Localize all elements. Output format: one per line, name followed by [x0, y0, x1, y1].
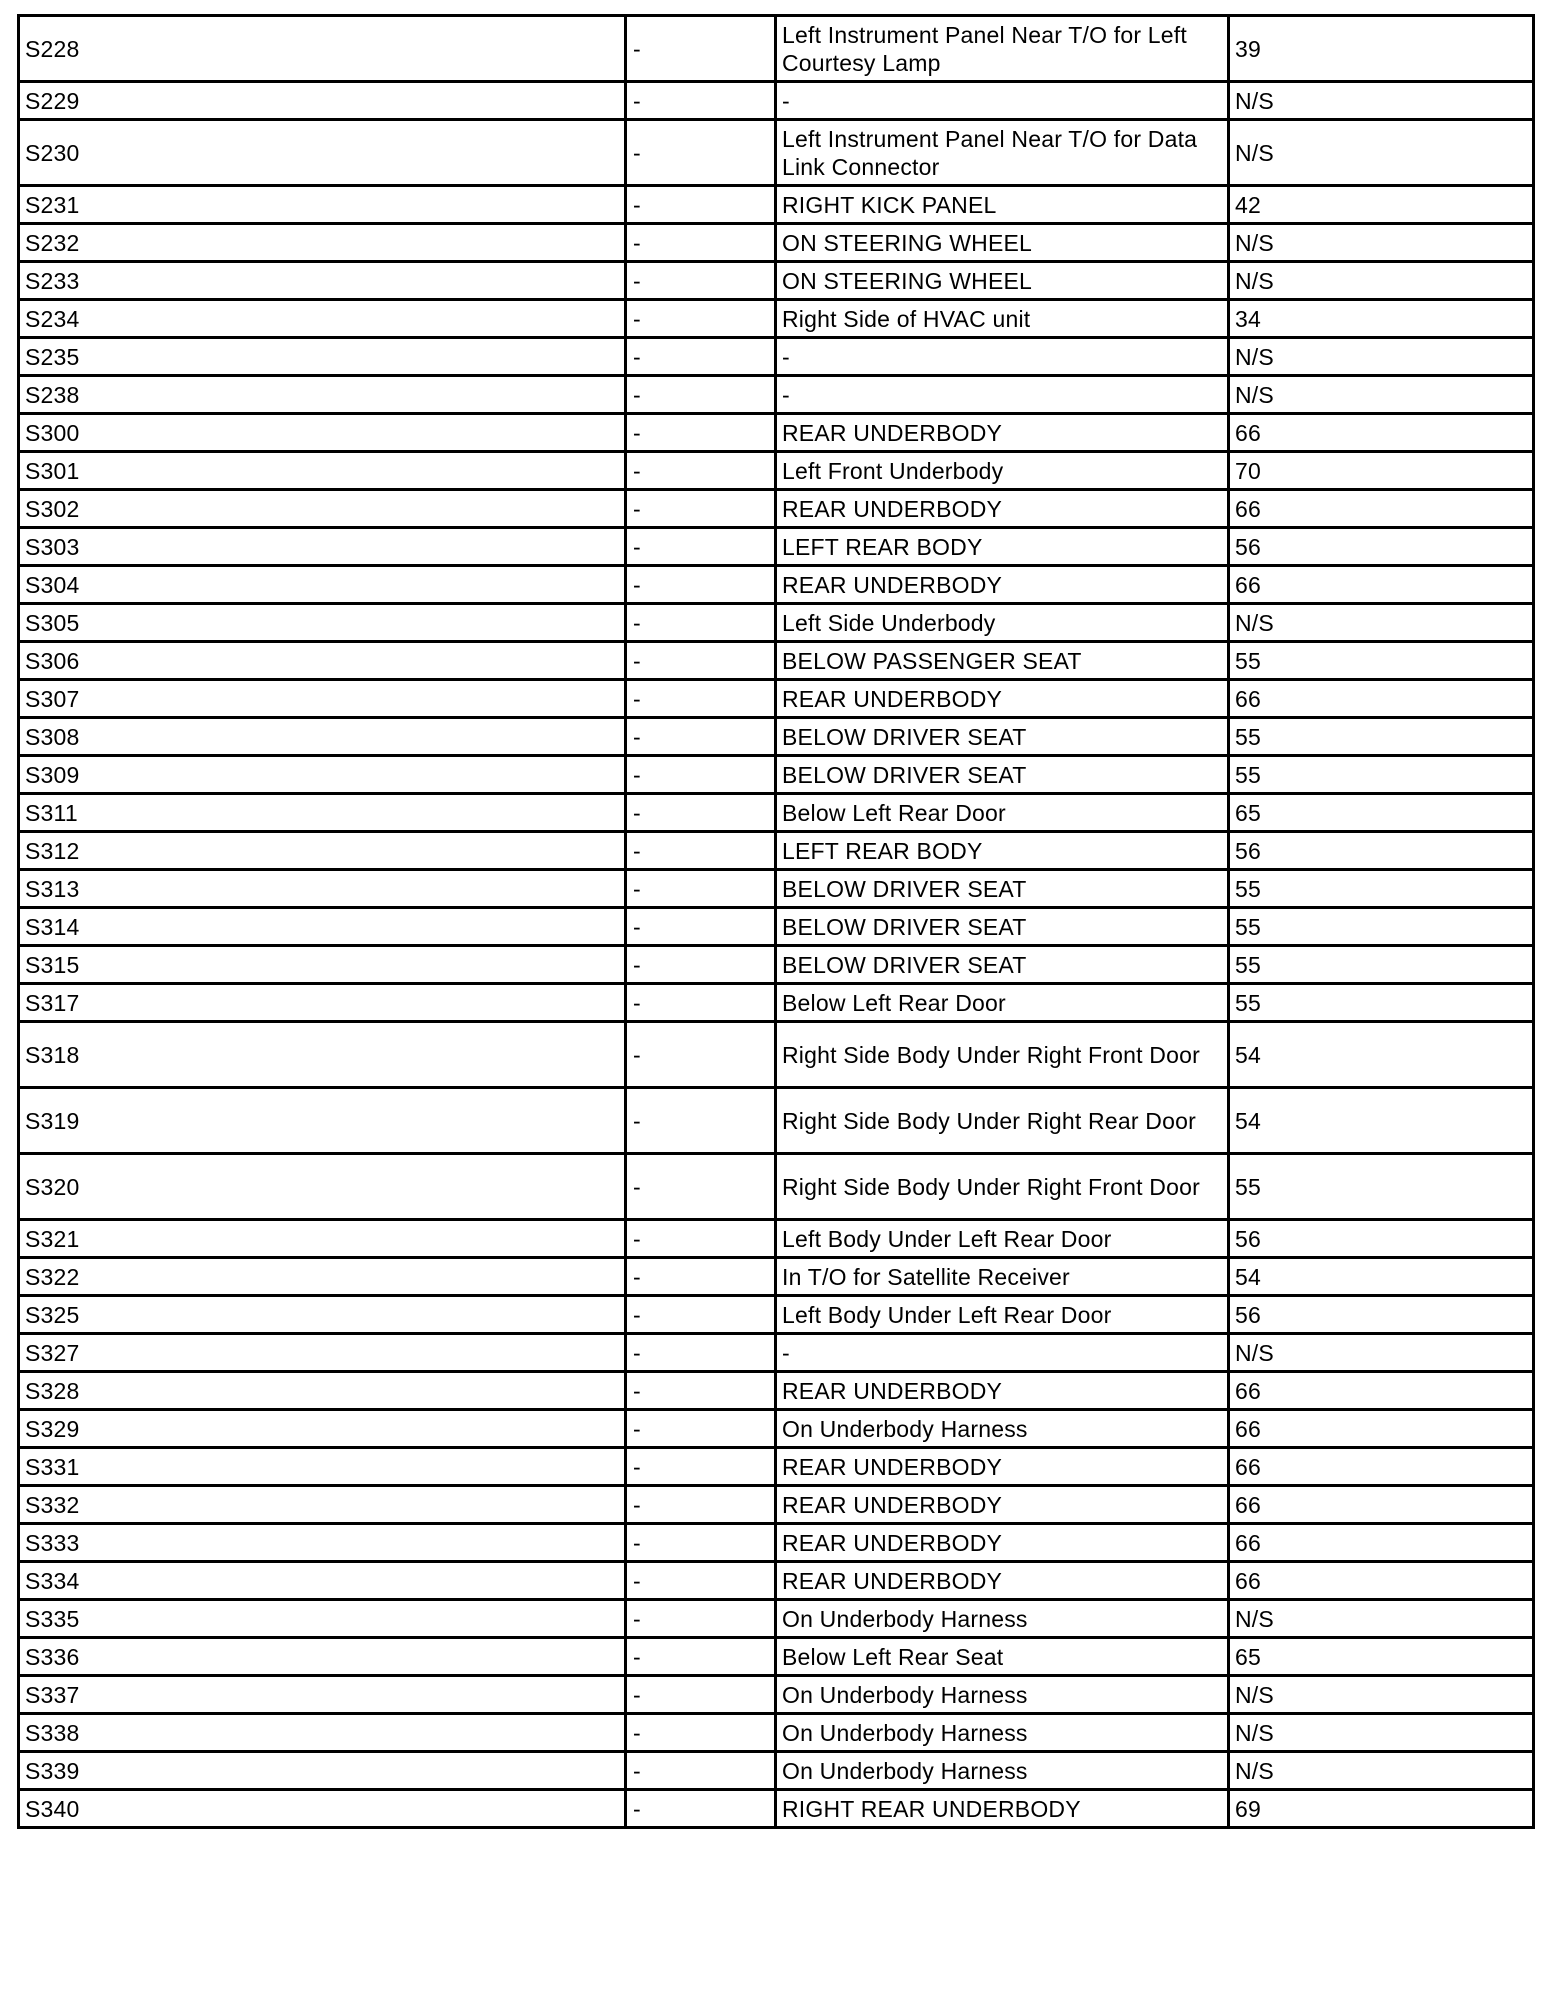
dash-cell: -	[626, 300, 776, 338]
location-cell: REAR UNDERBODY	[776, 1562, 1229, 1600]
dash-cell: -	[626, 718, 776, 756]
splice-id-cell: S301	[19, 452, 626, 490]
location-cell: Left Side Underbody	[776, 604, 1229, 642]
location-cell: REAR UNDERBODY	[776, 414, 1229, 452]
table-row	[19, 1790, 1534, 1828]
table-row	[19, 908, 1534, 946]
reference-cell: N/S	[1229, 1676, 1534, 1714]
splice-id-cell: S308	[19, 718, 626, 756]
dash-cell: -	[626, 414, 776, 452]
dash-cell: -	[626, 528, 776, 566]
table-row	[19, 1022, 1534, 1088]
reference-cell: 66	[1229, 566, 1534, 604]
dash-cell: -	[626, 1088, 776, 1154]
splice-id-cell: S300	[19, 414, 626, 452]
table-row	[19, 984, 1534, 1022]
reference-cell: 55	[1229, 718, 1534, 756]
dash-cell: -	[626, 1486, 776, 1524]
reference-cell: 56	[1229, 1296, 1534, 1334]
reference-cell: 66	[1229, 414, 1534, 452]
location-cell: LEFT REAR BODY	[776, 832, 1229, 870]
table-row	[19, 1372, 1534, 1410]
reference-cell: 55	[1229, 1154, 1534, 1220]
reference-cell: 55	[1229, 984, 1534, 1022]
reference-cell: 66	[1229, 1486, 1534, 1524]
location-cell: On Underbody Harness	[776, 1752, 1229, 1790]
reference-cell: 65	[1229, 794, 1534, 832]
table-row	[19, 1600, 1534, 1638]
table-row	[19, 224, 1534, 262]
table-row	[19, 1676, 1534, 1714]
dash-cell: -	[626, 120, 776, 186]
table-row	[19, 1088, 1534, 1154]
splice-id-cell: S318	[19, 1022, 626, 1088]
reference-cell: 54	[1229, 1258, 1534, 1296]
location-cell: On Underbody Harness	[776, 1714, 1229, 1752]
splice-id-cell: S304	[19, 566, 626, 604]
splice-id-cell: S325	[19, 1296, 626, 1334]
table-row	[19, 300, 1534, 338]
dash-cell: -	[626, 946, 776, 984]
table-row	[19, 642, 1534, 680]
reference-cell: N/S	[1229, 120, 1534, 186]
splice-id-cell: S333	[19, 1524, 626, 1562]
dash-cell: -	[626, 376, 776, 414]
dash-cell: -	[626, 1752, 776, 1790]
splice-id-cell: S238	[19, 376, 626, 414]
table-row	[19, 1410, 1534, 1448]
reference-cell: N/S	[1229, 1752, 1534, 1790]
reference-cell: 55	[1229, 642, 1534, 680]
splice-id-cell: S338	[19, 1714, 626, 1752]
splice-id-cell: S329	[19, 1410, 626, 1448]
dash-cell: -	[626, 186, 776, 224]
table-row	[19, 1448, 1534, 1486]
splice-id-cell: S232	[19, 224, 626, 262]
splice-id-cell: S334	[19, 1562, 626, 1600]
splice-id-cell: S228	[19, 16, 626, 82]
table-row	[19, 1258, 1534, 1296]
table-row	[19, 870, 1534, 908]
table-row	[19, 718, 1534, 756]
dash-cell: -	[626, 1220, 776, 1258]
location-cell: REAR UNDERBODY	[776, 490, 1229, 528]
dash-cell: -	[626, 1154, 776, 1220]
reference-cell: N/S	[1229, 604, 1534, 642]
table-row	[19, 1296, 1534, 1334]
dash-cell: -	[626, 566, 776, 604]
splice-id-cell: S313	[19, 870, 626, 908]
location-cell: BELOW DRIVER SEAT	[776, 756, 1229, 794]
table-row	[19, 16, 1534, 82]
table-row	[19, 338, 1534, 376]
splice-id-cell: S231	[19, 186, 626, 224]
dash-cell: -	[626, 338, 776, 376]
dash-cell: -	[626, 82, 776, 120]
location-cell: Left Body Under Left Rear Door	[776, 1296, 1229, 1334]
table-row	[19, 262, 1534, 300]
splice-id-cell: S235	[19, 338, 626, 376]
dash-cell: -	[626, 794, 776, 832]
location-cell: REAR UNDERBODY	[776, 1524, 1229, 1562]
splice-id-cell: S340	[19, 1790, 626, 1828]
dash-cell: -	[626, 1022, 776, 1088]
dash-cell: -	[626, 1600, 776, 1638]
splice-id-cell: S339	[19, 1752, 626, 1790]
dash-cell: -	[626, 16, 776, 82]
reference-cell: 55	[1229, 946, 1534, 984]
dash-cell: -	[626, 452, 776, 490]
table-row	[19, 946, 1534, 984]
splice-id-cell: S315	[19, 946, 626, 984]
dash-cell: -	[626, 1334, 776, 1372]
splice-id-cell: S321	[19, 1220, 626, 1258]
location-cell: -	[776, 376, 1229, 414]
splice-id-cell: S303	[19, 528, 626, 566]
table-row	[19, 756, 1534, 794]
location-cell: Left Body Under Left Rear Door	[776, 1220, 1229, 1258]
location-cell: BELOW DRIVER SEAT	[776, 718, 1229, 756]
reference-cell: 66	[1229, 1410, 1534, 1448]
location-cell: LEFT REAR BODY	[776, 528, 1229, 566]
location-cell: Below Left Rear Seat	[776, 1638, 1229, 1676]
table-row	[19, 120, 1534, 186]
table-row	[19, 832, 1534, 870]
splice-id-cell: S335	[19, 1600, 626, 1638]
splice-id-cell: S320	[19, 1154, 626, 1220]
splice-id-cell: S230	[19, 120, 626, 186]
dash-cell: -	[626, 1296, 776, 1334]
splice-location-table-container	[17, 14, 1532, 1829]
reference-cell: N/S	[1229, 1714, 1534, 1752]
dash-cell: -	[626, 1562, 776, 1600]
reference-cell: N/S	[1229, 338, 1534, 376]
location-cell: REAR UNDERBODY	[776, 1486, 1229, 1524]
splice-id-cell: S328	[19, 1372, 626, 1410]
splice-location-table	[17, 14, 1535, 1829]
splice-id-cell: S307	[19, 680, 626, 718]
location-cell: BELOW DRIVER SEAT	[776, 908, 1229, 946]
dash-cell: -	[626, 1638, 776, 1676]
reference-cell: 54	[1229, 1022, 1534, 1088]
location-cell: -	[776, 82, 1229, 120]
reference-cell: N/S	[1229, 262, 1534, 300]
dash-cell: -	[626, 984, 776, 1022]
reference-cell: 42	[1229, 186, 1534, 224]
splice-id-cell: S306	[19, 642, 626, 680]
reference-cell: 56	[1229, 528, 1534, 566]
table-row	[19, 566, 1534, 604]
reference-cell: 39	[1229, 16, 1534, 82]
table-row	[19, 604, 1534, 642]
reference-cell: 70	[1229, 452, 1534, 490]
splice-id-cell: S322	[19, 1258, 626, 1296]
table-row	[19, 1334, 1534, 1372]
location-cell: Right Side Body Under Right Front Door	[776, 1022, 1229, 1088]
location-cell: Left Instrument Panel Near T/O for Data Link Connector	[776, 120, 1229, 186]
dash-cell: -	[626, 1524, 776, 1562]
location-cell: BELOW DRIVER SEAT	[776, 870, 1229, 908]
splice-id-cell: S305	[19, 604, 626, 642]
location-cell: Below Left Rear Door	[776, 794, 1229, 832]
table-row	[19, 452, 1534, 490]
location-cell: BELOW PASSENGER SEAT	[776, 642, 1229, 680]
splice-id-cell: S312	[19, 832, 626, 870]
reference-cell: 66	[1229, 1448, 1534, 1486]
reference-cell: 66	[1229, 490, 1534, 528]
reference-cell: 65	[1229, 1638, 1534, 1676]
splice-id-cell: S331	[19, 1448, 626, 1486]
reference-cell: 34	[1229, 300, 1534, 338]
reference-cell: 54	[1229, 1088, 1534, 1154]
reference-cell: N/S	[1229, 82, 1534, 120]
location-cell: ON STEERING WHEEL	[776, 262, 1229, 300]
splice-id-cell: S229	[19, 82, 626, 120]
location-cell: -	[776, 1334, 1229, 1372]
dash-cell: -	[626, 832, 776, 870]
table-row	[19, 414, 1534, 452]
location-cell: Right Side Body Under Right Front Door	[776, 1154, 1229, 1220]
splice-id-cell: S327	[19, 1334, 626, 1372]
reference-cell: 69	[1229, 1790, 1534, 1828]
splice-id-cell: S233	[19, 262, 626, 300]
location-cell: RIGHT KICK PANEL	[776, 186, 1229, 224]
location-cell: In T/O for Satellite Receiver	[776, 1258, 1229, 1296]
dash-cell: -	[626, 1790, 776, 1828]
dash-cell: -	[626, 1258, 776, 1296]
dash-cell: -	[626, 680, 776, 718]
table-row	[19, 82, 1534, 120]
location-cell: Below Left Rear Door	[776, 984, 1229, 1022]
splice-id-cell: S337	[19, 1676, 626, 1714]
location-cell: On Underbody Harness	[776, 1410, 1229, 1448]
reference-cell: 66	[1229, 1372, 1534, 1410]
location-cell: REAR UNDERBODY	[776, 1372, 1229, 1410]
table-row	[19, 1638, 1534, 1676]
splice-id-cell: S311	[19, 794, 626, 832]
reference-cell: 66	[1229, 1562, 1534, 1600]
table-row	[19, 490, 1534, 528]
location-cell: REAR UNDERBODY	[776, 566, 1229, 604]
dash-cell: -	[626, 490, 776, 528]
reference-cell: 55	[1229, 870, 1534, 908]
table-body	[19, 16, 1534, 1828]
reference-cell: 66	[1229, 1524, 1534, 1562]
splice-id-cell: S314	[19, 908, 626, 946]
reference-cell: 56	[1229, 832, 1534, 870]
table-row	[19, 1752, 1534, 1790]
reference-cell: 56	[1229, 1220, 1534, 1258]
location-cell: REAR UNDERBODY	[776, 680, 1229, 718]
reference-cell: 66	[1229, 680, 1534, 718]
location-cell: On Underbody Harness	[776, 1676, 1229, 1714]
dash-cell: -	[626, 642, 776, 680]
table-row	[19, 1524, 1534, 1562]
reference-cell: 55	[1229, 756, 1534, 794]
dash-cell: -	[626, 1448, 776, 1486]
dash-cell: -	[626, 224, 776, 262]
table-row	[19, 1220, 1534, 1258]
table-row	[19, 1486, 1534, 1524]
table-row	[19, 528, 1534, 566]
reference-cell: N/S	[1229, 376, 1534, 414]
table-row	[19, 1154, 1534, 1220]
dash-cell: -	[626, 604, 776, 642]
splice-id-cell: S234	[19, 300, 626, 338]
reference-cell: N/S	[1229, 224, 1534, 262]
reference-cell: N/S	[1229, 1600, 1534, 1638]
reference-cell: 55	[1229, 908, 1534, 946]
splice-id-cell: S309	[19, 756, 626, 794]
reference-cell: N/S	[1229, 1334, 1534, 1372]
splice-id-cell: S302	[19, 490, 626, 528]
splice-id-cell: S317	[19, 984, 626, 1022]
splice-id-cell: S336	[19, 1638, 626, 1676]
dash-cell: -	[626, 756, 776, 794]
location-cell: Right Side of HVAC unit	[776, 300, 1229, 338]
dash-cell: -	[626, 1676, 776, 1714]
table-row	[19, 794, 1534, 832]
location-cell: Left Front Underbody	[776, 452, 1229, 490]
dash-cell: -	[626, 1714, 776, 1752]
location-cell: BELOW DRIVER SEAT	[776, 946, 1229, 984]
location-cell: REAR UNDERBODY	[776, 1448, 1229, 1486]
dash-cell: -	[626, 1372, 776, 1410]
location-cell: ON STEERING WHEEL	[776, 224, 1229, 262]
table-row	[19, 1562, 1534, 1600]
table-row	[19, 1714, 1534, 1752]
splice-id-cell: S332	[19, 1486, 626, 1524]
table-row	[19, 680, 1534, 718]
dash-cell: -	[626, 908, 776, 946]
location-cell: On Underbody Harness	[776, 1600, 1229, 1638]
dash-cell: -	[626, 870, 776, 908]
location-cell: Right Side Body Under Right Rear Door	[776, 1088, 1229, 1154]
table-row	[19, 186, 1534, 224]
dash-cell: -	[626, 262, 776, 300]
location-cell: Left Instrument Panel Near T/O for Left Courtesy Lamp	[776, 16, 1229, 82]
dash-cell: -	[626, 1410, 776, 1448]
location-cell: -	[776, 338, 1229, 376]
table-row	[19, 376, 1534, 414]
location-cell: RIGHT REAR UNDERBODY	[776, 1790, 1229, 1828]
splice-id-cell: S319	[19, 1088, 626, 1154]
